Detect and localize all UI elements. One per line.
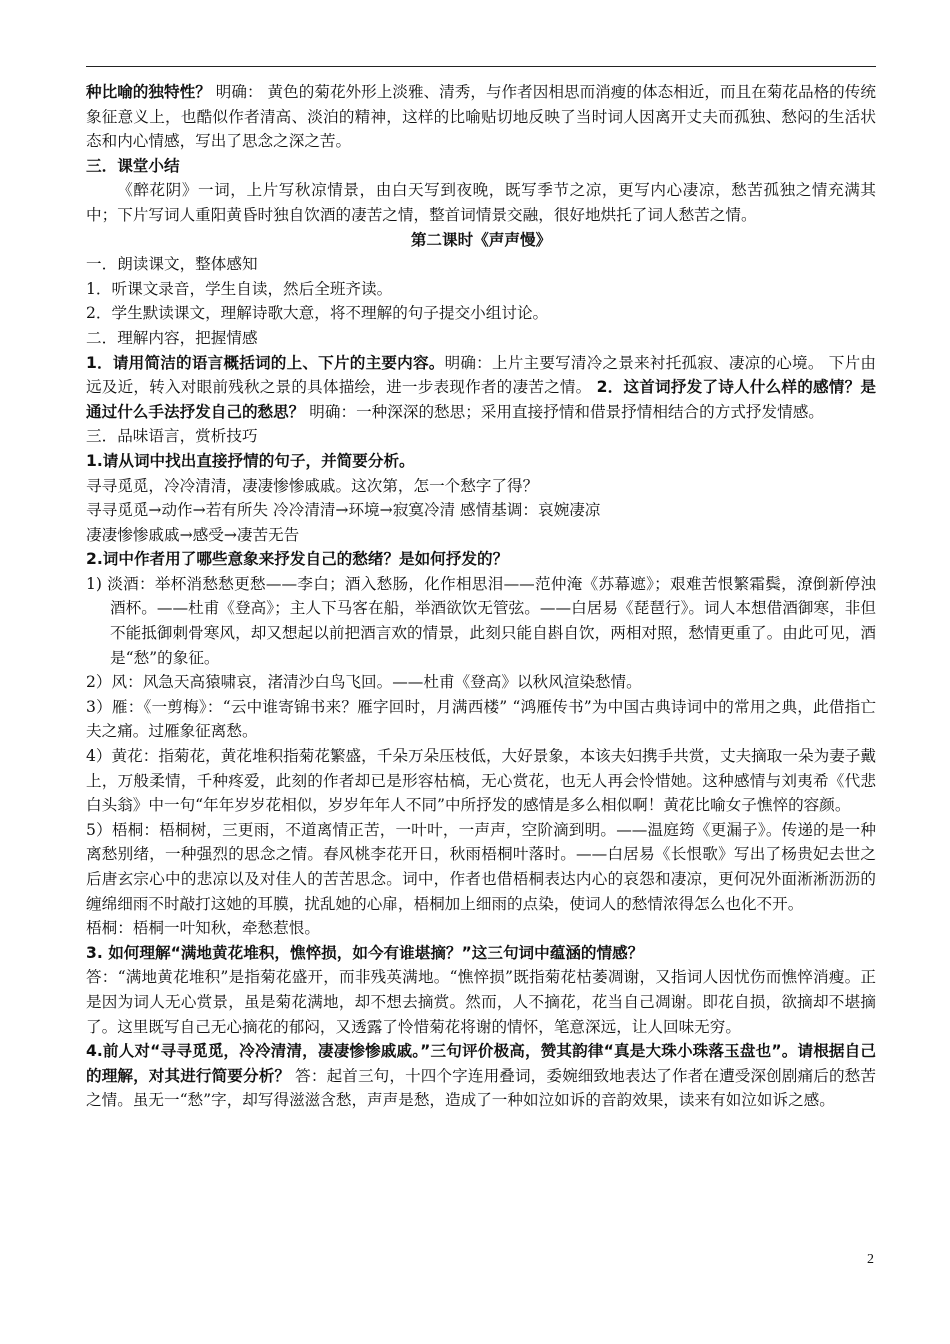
question-2: 2．这首词抒发了诗人什么样的感情？是通过什么手法抒发自己的愁思？ <box>86 378 876 421</box>
answer-3-4: 答：起首三句，十四个字连用叠词，委婉细致地表达了作者在遭受深创剧痛后的愁苦之情。虽无一“愁”字，却写得滋滋含愁，声声是愁，造成了一种如泣如诉的音韵效果，读来有如泣如诉之感。 <box>86 1066 876 1110</box>
list-item: 2．学生默读课文，理解诗歌大意，将不理解的句子提交小组讨论。 <box>86 304 549 323</box>
analysis-line: 凄凄惨惨戚戚→感受→凄苦无告 <box>86 525 300 544</box>
intro-answer: 明确： 黄色的菊花外形上淡雅、清秀，与作者因相思而消瘦的体态相近，而且在菊花品格的传统象征意义上，也酷似作者清高、淡泊的精神，这样的比喻贴切地反映了当时词人因离开丈夫而孤独、愁闷的生活状态和内心情感，写出了思念之深之苦。 <box>86 83 876 151</box>
document-body <box>86 80 876 1113</box>
imagery-item-wine: 1) 淡酒：举杯消愁愁更愁——李白；酒入愁肠，化作相思泪——范仲淹《苏幕遮》；艰难苦恨繁霜鬓，潦倒新停浊酒杯。——杜甫《登高》；主人下马客在船，举酒欲饮无管弦。——白居易《琵琶行》。词人本想借酒御寒，非但不能抵御刺骨寒风，却又想起以前把酒言欢的情景，此刻只能自斟自饮，两相对照，愁情更重了。由此可见，酒是“愁”的象征。 <box>86 574 876 667</box>
imagery-item-wutong: 5）梧桐：梧桐树，三更雨，不道离情正苦，一叶叶，一声声，空阶滴到明。——温庭筠《更漏子》。传递的是一种离愁别绪，一种强烈的思念之情。春风桃李花开日，秋雨梧桐叶落时。——白居易《长恨歌》写出了杨贵妃去世之后唐玄宗心中的悲凉以及对佳人的苦苦思念。词中，作者也借梧桐表达内心的哀怨和凄凉，更何况外面淅淅沥沥的缠绵细雨不时敲打这她的耳膜，扰乱她的心扉，梧桐加上细雨的点染，使词人的愁情浓得怎么也化不开。 <box>86 820 876 913</box>
page-number: 2 <box>867 1252 874 1267</box>
analysis-line: 寻寻觅觅→动作→若有所失 冷冷清清→环境→寂寞冷清 感情基调：哀婉凄凉 <box>86 501 601 520</box>
imagery-item-goose: 3）雁：《一剪梅》：“云中谁寄锦书来？雁字回时，月满西楼” “鸿雁传书”为中国古典诗词中的常用之典，此借指亡夫之痛。过雁象征离愁。 <box>86 697 876 741</box>
header-rule <box>86 66 876 67</box>
qa-paragraph-4 <box>86 1039 876 1113</box>
answer-1: 明确：上片主要写清冷之景来衬托孤寂、凄凉的心境。 下片由远及近，转入对眼前残秋之景的具体描绘，进一步表现作者的凄苦之情。 <box>86 353 876 397</box>
summary-paragraph: 《醉花阴》一词，上片写秋凉情景，由白天写到夜晚，既写季节之凉，更写内心凄凉，愁苦孤独之情充满其中；下片写词人重阳黄昏时独自饮酒的凄苦之情，整首词情景交融，很好地烘托了词人愁苦之情。 <box>86 181 876 224</box>
poem-line: 寻寻觅觅，冷冷清清，凄凄惨惨戚戚。这次第，怎一个愁字了得？ <box>86 476 539 495</box>
lesson-title: 第二课时《声声慢》 <box>410 229 552 249</box>
intro-paragraph <box>86 80 876 154</box>
section-heading-1: 一．朗读课文，整体感知 <box>86 255 258 274</box>
imagery-item-wutong-summary: 梧桐：梧桐一叶知秋，牵愁惹恨。 <box>86 919 320 938</box>
answer-2: 明确：一种深深的愁思；采用直接抒情和借景抒情相结合的方式抒发情感。 <box>304 402 824 421</box>
section-heading-3: 三．品味语言，赏析技巧 <box>86 427 258 446</box>
question-1: 1．请用简洁的语言概括词的上、下片的主要内容。 <box>86 353 445 372</box>
answer-3-3: 答：“满地黄花堆积”是指菊花盛开，而非残英满地。“憔悴损”既指菊花枯萎凋谢，又指词人因忧伤而憔悴消瘦。正是因为词人无心赏景，虽是菊花满地，却不想去摘赏。然而，人不摘花，花当自己凋谢。即花自损，欲摘却不堪摘了。这里既写自己无心摘花的郁闷，又透露了怜惜菊花将谢的情怀，笔意深远，让人回味无穷。 <box>86 968 876 1036</box>
imagery-item-wind: 2）风：风急天高猿啸哀，渚清沙白鸟飞回。——杜甫《登高》以秋风渲染愁情。 <box>86 673 642 692</box>
intro-question: 种比喻的独特性？ <box>86 83 211 101</box>
qa-paragraph <box>86 351 876 425</box>
question-3-2: 2.词中作者用了哪些意象来抒发自己的愁绪？是如何抒发的？ <box>86 550 509 569</box>
question-3-3: 3. 如何理解“满地黄花堆积，憔悴损，如今有谁堪摘？”这三句词中蕴涵的情感？ <box>86 943 644 962</box>
question-3-4: 4.前人对“寻寻觅觅，冷冷清清，凄凄惨惨戚戚。”三句评价极高，赞其韵律“真是大珠小珠落玉盘也”。请根据自己的理解，对其进行简要分析？ <box>86 1042 876 1085</box>
imagery-item-chrysanthemum: 4）黄花：指菊花，黄花堆积指菊花繁盛，千朵万朵压枝低，大好景象，本该夫妇携手共赏，丈夫摘取一朵为妻子戴上，万般柔情，千种疼爱，此刻的作者却已是形容枯槁，无心赏花，也无人再会怜惜她。这种感情与刘夷希《代悲白头翁》中一句“年年岁岁花相似，岁岁年年人不同”中所抒发的感情是多么相似啊！黄花比喻女子憔悴的容颜。 <box>86 747 876 815</box>
summary-heading: 三．课堂小结 <box>86 156 180 175</box>
section-heading-2: 二．理解内容，把握情感 <box>86 328 258 347</box>
list-item: 1．听课文录音，学生自读，然后全班齐读。 <box>86 279 393 298</box>
question-3-1: 1.请从词中找出直接抒情的句子，并简要分析。 <box>86 451 415 470</box>
